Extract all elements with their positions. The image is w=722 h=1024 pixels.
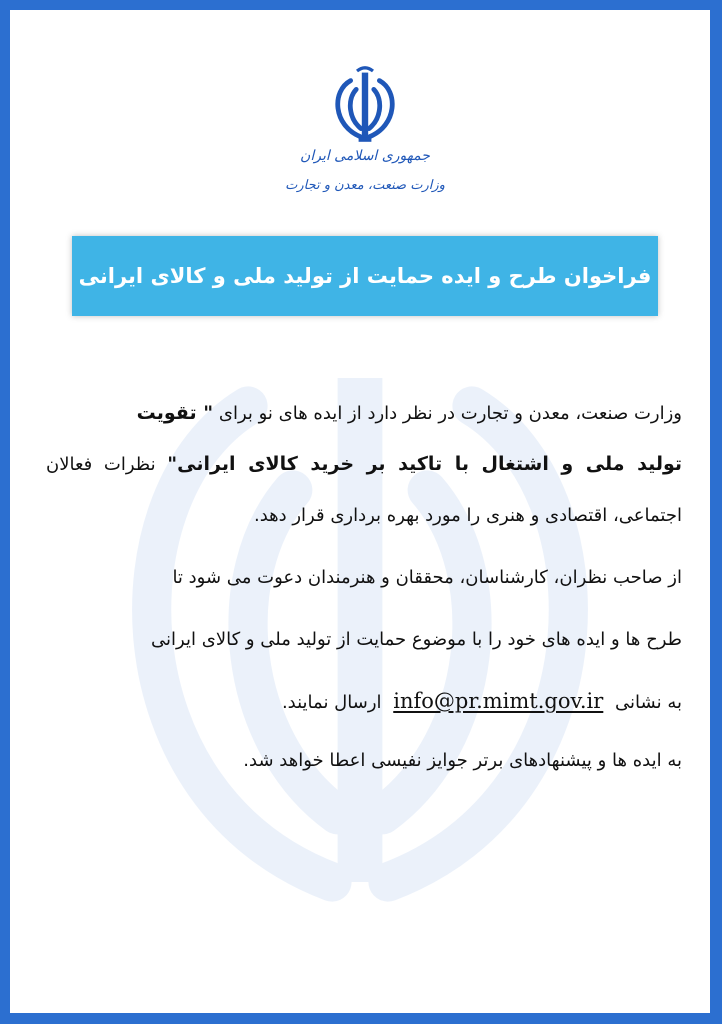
p2-suffix: ارسال نمایند. bbox=[281, 692, 382, 713]
p1-bold-start: " تقویت bbox=[136, 402, 214, 424]
document-page bbox=[10, 10, 710, 1013]
body-line-3: اجتماعی، اقتصادی و هنری را مورد بهره برداری قرار دهد. bbox=[253, 505, 682, 526]
email-link[interactable]: info@pr.mimt.gov.ir bbox=[393, 689, 604, 713]
logo-republic-text: جمهوری اسلامی ایران bbox=[300, 148, 430, 164]
body-line-5: طرح ها و ایده های خود را با موضوع حمایت از تولید ملی و کالای ایرانی bbox=[151, 629, 682, 650]
body-line-6 bbox=[46, 676, 682, 727]
p1-rest: نظرات فعالان bbox=[46, 454, 156, 475]
p1-bold-end: تولید ملی و اشتغال با تاکید بر خرید کالای ایرانی" bbox=[167, 453, 683, 475]
logo-ministry-text: وزارت صنعت، معدن و تجارت bbox=[285, 178, 445, 193]
iran-emblem-icon bbox=[325, 62, 405, 144]
p2-prefix: به نشانی bbox=[615, 692, 682, 713]
body-line-1 bbox=[46, 388, 682, 439]
announcement-body bbox=[46, 388, 682, 786]
body-line-7: به ایده ها و پیشنهادهای برتر جوایز نفیسی اعطا خواهد شد. bbox=[243, 750, 682, 771]
body-line-2 bbox=[46, 439, 682, 490]
title-banner bbox=[72, 236, 658, 316]
body-line-4: از صاحب نظران، کارشناسان، محققان و هنرمندان دعوت می شود تا bbox=[172, 567, 682, 588]
banner-title: فراخوان طرح و ایده حمایت از تولید ملی و کالای ایرانی bbox=[78, 264, 652, 288]
p1-intro: وزارت صنعت، معدن و تجارت در نظر دارد از ایده های نو برای bbox=[218, 403, 682, 424]
